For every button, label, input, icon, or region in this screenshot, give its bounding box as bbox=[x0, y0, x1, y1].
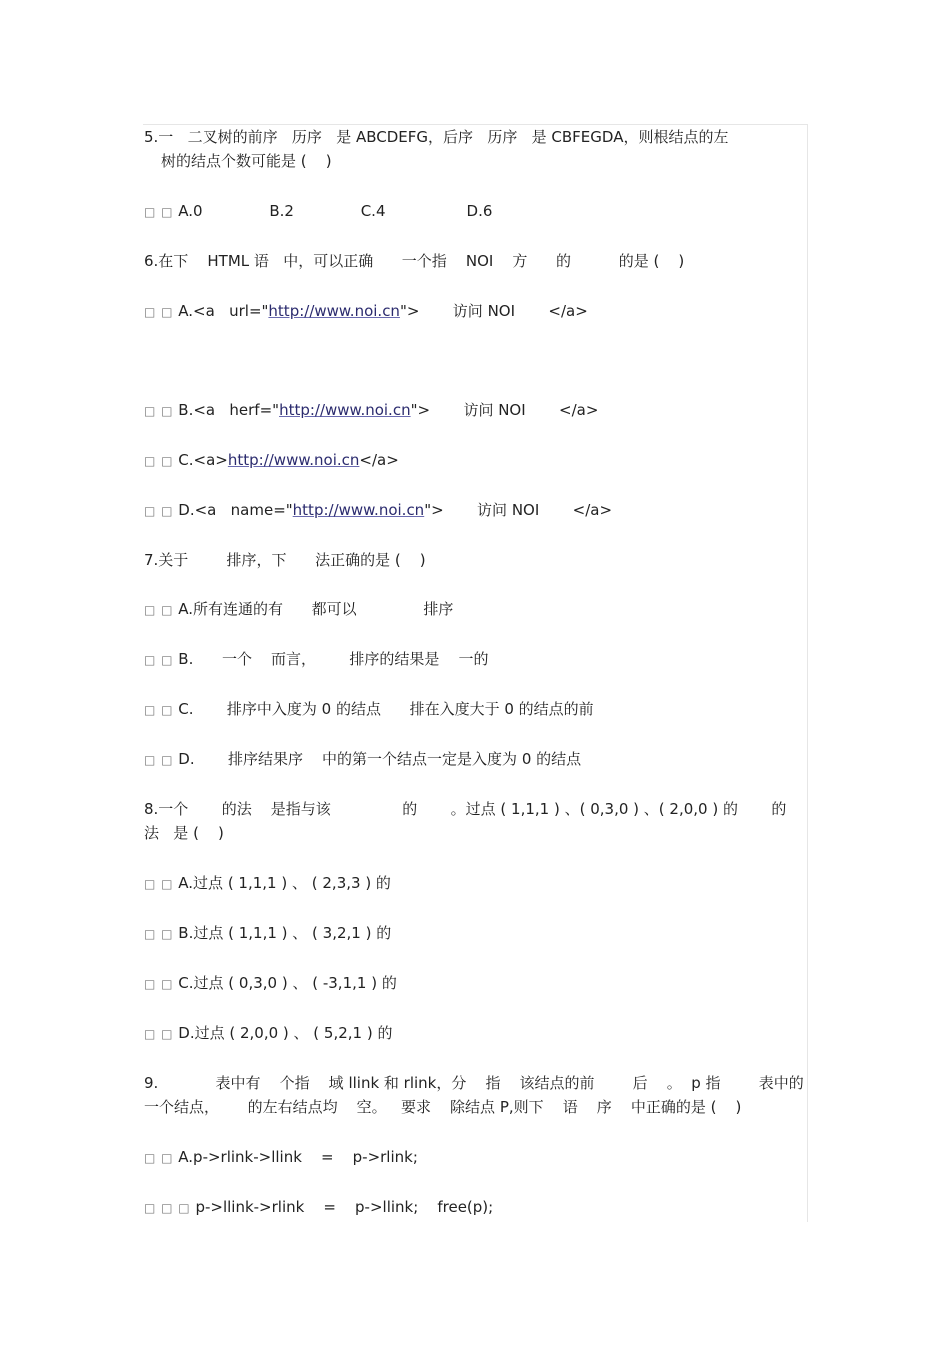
q7-option-a bbox=[144, 599, 453, 620]
placeholder-glyph: □ □ bbox=[144, 305, 174, 319]
placeholder-glyph: □ □ □ bbox=[144, 1201, 191, 1215]
placeholder-glyph: □ □ bbox=[144, 454, 174, 468]
page-border-top bbox=[143, 124, 808, 125]
q6-option-b bbox=[144, 400, 598, 421]
placeholder-glyph: □ □ bbox=[144, 1151, 174, 1165]
placeholder-glyph: □ □ bbox=[144, 603, 174, 617]
placeholder-glyph: □ □ bbox=[144, 927, 174, 941]
q6-option-c-link[interactable]: http://www.noi.cn bbox=[227, 451, 360, 469]
q6-stem: 6.在下 HTML 语 中，可以正确 一个指 NOI 方 的 的是 ( ) bbox=[144, 252, 685, 270]
placeholder-glyph: □ □ bbox=[144, 1027, 174, 1041]
q8-stem-line2: 法 是 ( ) bbox=[144, 824, 224, 842]
placeholder-glyph: □ □ bbox=[144, 404, 174, 418]
q9-option-b-text: p->llink->rlink = p->llink; free(p); bbox=[195, 1198, 494, 1216]
q6-option-d-prefix: D.<a name=" bbox=[178, 501, 293, 519]
placeholder-glyph: □ □ bbox=[144, 877, 174, 891]
q5-options-text: A.0 B.2 C.4 D.6 bbox=[178, 202, 493, 220]
q7-option-b bbox=[144, 649, 488, 670]
q9-option-a-text: A.p->rlink->llink = p->rlink; bbox=[178, 1148, 418, 1166]
q5-stem-line1: 5.一 二叉树的前序 历序 是 ABCDEFG，后序 历序 是 CBFEGDA，则根结点的左 bbox=[144, 128, 729, 146]
placeholder-glyph: □ □ bbox=[144, 504, 174, 518]
q8-option-b bbox=[144, 923, 391, 944]
q7-option-b-text: B. 一个 而言， 排序的结果是 一的 bbox=[178, 650, 489, 668]
q6-option-b-prefix: B.<a herf=" bbox=[178, 401, 280, 419]
q7-option-d bbox=[144, 749, 581, 770]
q6-option-a-suffix: "> 访问 NOI </a> bbox=[399, 302, 588, 320]
page-border-right bbox=[807, 124, 808, 1222]
q7-option-a-text: A.所有连通的有 都可以 排序 bbox=[178, 600, 454, 618]
q6-option-b-suffix: "> 访问 NOI </a> bbox=[410, 401, 599, 419]
q8-option-c-text: C.过点 ( 0,3,0 ) 、 ( -3,1,1 ) 的 bbox=[178, 974, 397, 992]
q8-option-d-text: D.过点 ( 2,0,0 ) 、 ( 5,2,1 ) 的 bbox=[178, 1024, 393, 1042]
q6-option-d-link[interactable]: http://www.noi.cn bbox=[292, 501, 425, 519]
q9-stem-line2: 一个结点， 的左右结点均 空。 要求 除结点 P,则下 语 序 中正确的是 ( ) bbox=[144, 1098, 742, 1116]
q8-option-b-text: B.过点 ( 1,1,1 ) 、 ( 3,2,1 ) 的 bbox=[178, 924, 392, 942]
placeholder-glyph: □ □ bbox=[144, 205, 174, 219]
q8-stem-line1: 8.一个 的法 是指与该 的 。过点 ( 1,1,1 ) 、( 0,3,0 ) 、( 2,0,0 ) 的 的 bbox=[144, 800, 787, 818]
q6-option-c bbox=[144, 450, 399, 471]
q5-options bbox=[144, 201, 492, 222]
q8-option-a bbox=[144, 873, 391, 894]
placeholder-glyph: □ □ bbox=[144, 653, 174, 667]
q7-stem: 7.关于 排序，下 法正确的是 ( ) bbox=[144, 551, 426, 569]
q8-option-d bbox=[144, 1023, 393, 1044]
q6-option-c-prefix: C.<a> bbox=[178, 451, 228, 469]
placeholder-glyph: □ □ bbox=[144, 977, 174, 991]
placeholder-glyph: □ □ bbox=[144, 753, 174, 767]
q6-option-d bbox=[144, 500, 612, 521]
q6-option-a bbox=[144, 301, 588, 322]
placeholder-glyph: □ □ bbox=[144, 703, 174, 717]
q6-option-a-prefix: A.<a url=" bbox=[178, 302, 269, 320]
q6-option-a-link[interactable]: http://www.noi.cn bbox=[268, 302, 400, 320]
q9-option-a bbox=[144, 1147, 418, 1168]
q7-option-d-text: D. 排序结果序 中的第一个结点一定是入度为 0 的结点 bbox=[178, 750, 582, 768]
q6-option-c-suffix: </a> bbox=[359, 451, 399, 469]
q9-stem-line1: 9. 表中有 个指 域 llink 和 rlink，分 指 该结点的前 后 。 p 指 表中的 bbox=[144, 1074, 804, 1092]
q8-option-a-text: A.过点 ( 1,1,1 ) 、 ( 2,3,3 ) 的 bbox=[178, 874, 391, 892]
q7-option-c bbox=[144, 699, 594, 720]
q5-stem-line2: 树的结点个数可能是 ( ) bbox=[161, 152, 332, 170]
q8-option-c bbox=[144, 973, 397, 994]
q6-option-d-suffix: "> 访问 NOI </a> bbox=[424, 501, 613, 519]
q7-option-c-text: C. 排序中入度为 0 的结点 排在入度大于 0 的结点的前 bbox=[178, 700, 594, 718]
q6-option-b-link[interactable]: http://www.noi.cn bbox=[279, 401, 411, 419]
q9-option-b bbox=[144, 1197, 493, 1218]
